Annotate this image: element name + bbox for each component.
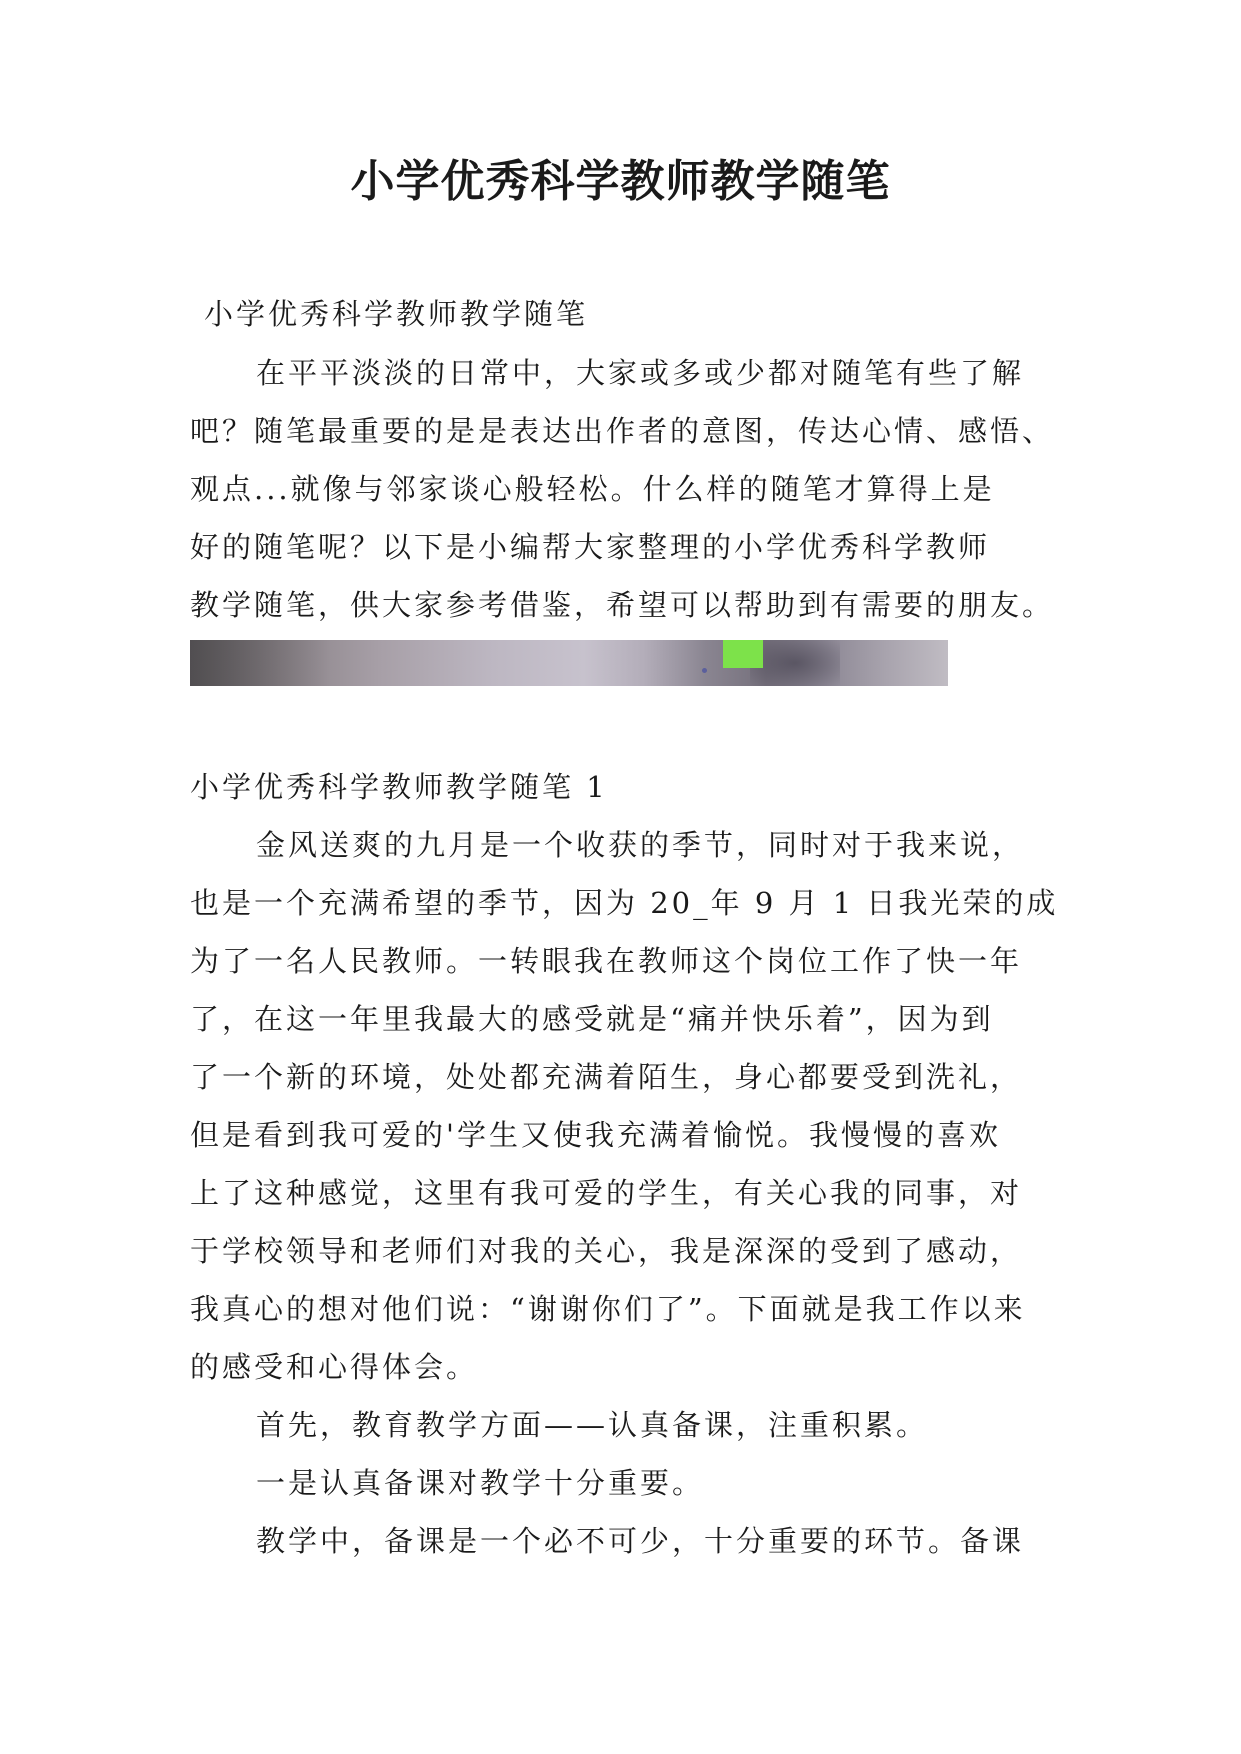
paragraph-line: 为了一名人民教师。一转眼我在教师这个岗位工作了快一年	[190, 944, 1023, 978]
photo-shadow	[190, 640, 330, 686]
intro-paragraph	[190, 344, 1060, 634]
intro-line: 好的随笔呢？以下是小编帮大家整理的小学优秀科学教师	[190, 530, 991, 564]
paragraph-line: 一是认真备课对教学十分重要。	[256, 1466, 705, 1500]
document-body	[190, 284, 1060, 1570]
paragraph-line: 我真心的想对他们说：“谢谢你们了”。下面就是我工作以来	[190, 1292, 1026, 1326]
document-subtitle: 小学优秀科学教师教学随笔	[204, 297, 589, 331]
document-title: 小学优秀科学教师教学随笔	[350, 156, 891, 207]
paragraph-line: 了，在这一年里我最大的感受就是“痛并快乐着”，因为到	[190, 1002, 994, 1036]
paragraph-line: 但是看到我可爱的'学生又使我充满着愉悦。我慢慢的喜欢	[190, 1118, 1001, 1152]
photo-green-patch	[723, 640, 763, 668]
spacer	[190, 686, 1060, 758]
photo-shadow	[750, 640, 840, 686]
paragraph-line: 上了这种感觉，这里有我可爱的学生，有关心我的同事，对	[190, 1176, 1023, 1210]
paragraph-line: 首先，教育教学方面——认真备课，注重积累。	[256, 1408, 929, 1442]
photo-strip-image	[190, 640, 948, 686]
photo-dot	[702, 668, 707, 673]
paragraph-line: 也是一个充满希望的季节，因为 20_年 9 月 1 日我光荣的成	[190, 886, 1059, 920]
paragraph-line: 于学校领导和老师们对我的关心，我是深深的受到了感动，	[190, 1234, 1023, 1268]
intro-line: 吧？随笔最重要的是是表达出作者的意图，传达心情、感悟、	[190, 414, 1055, 448]
section-heading: 小学优秀科学教师教学随笔 1	[190, 770, 608, 804]
paragraph-line: 教学中，备课是一个必不可少，十分重要的环节。备课	[256, 1524, 1025, 1558]
paragraph-line: 金风送爽的九月是一个收获的季节，同时对于我来说，	[256, 828, 1025, 862]
section1-paragraph	[190, 816, 1060, 1396]
paragraph-line: 了一个新的环境，处处都充满着陌生，身心都要受到洗礼，	[190, 1060, 1023, 1094]
paragraph-line: 的感受和心得体会。	[190, 1350, 479, 1384]
intro-line: 在平平淡淡的日常中，大家或多或少都对随笔有些了解	[256, 356, 1025, 390]
intro-line: 观点...就像与邻家谈心般轻松。什么样的随笔才算得上是	[190, 472, 995, 506]
intro-line: 教学随笔，供大家参考借鉴，希望可以帮助到有需要的朋友。	[190, 588, 1055, 622]
